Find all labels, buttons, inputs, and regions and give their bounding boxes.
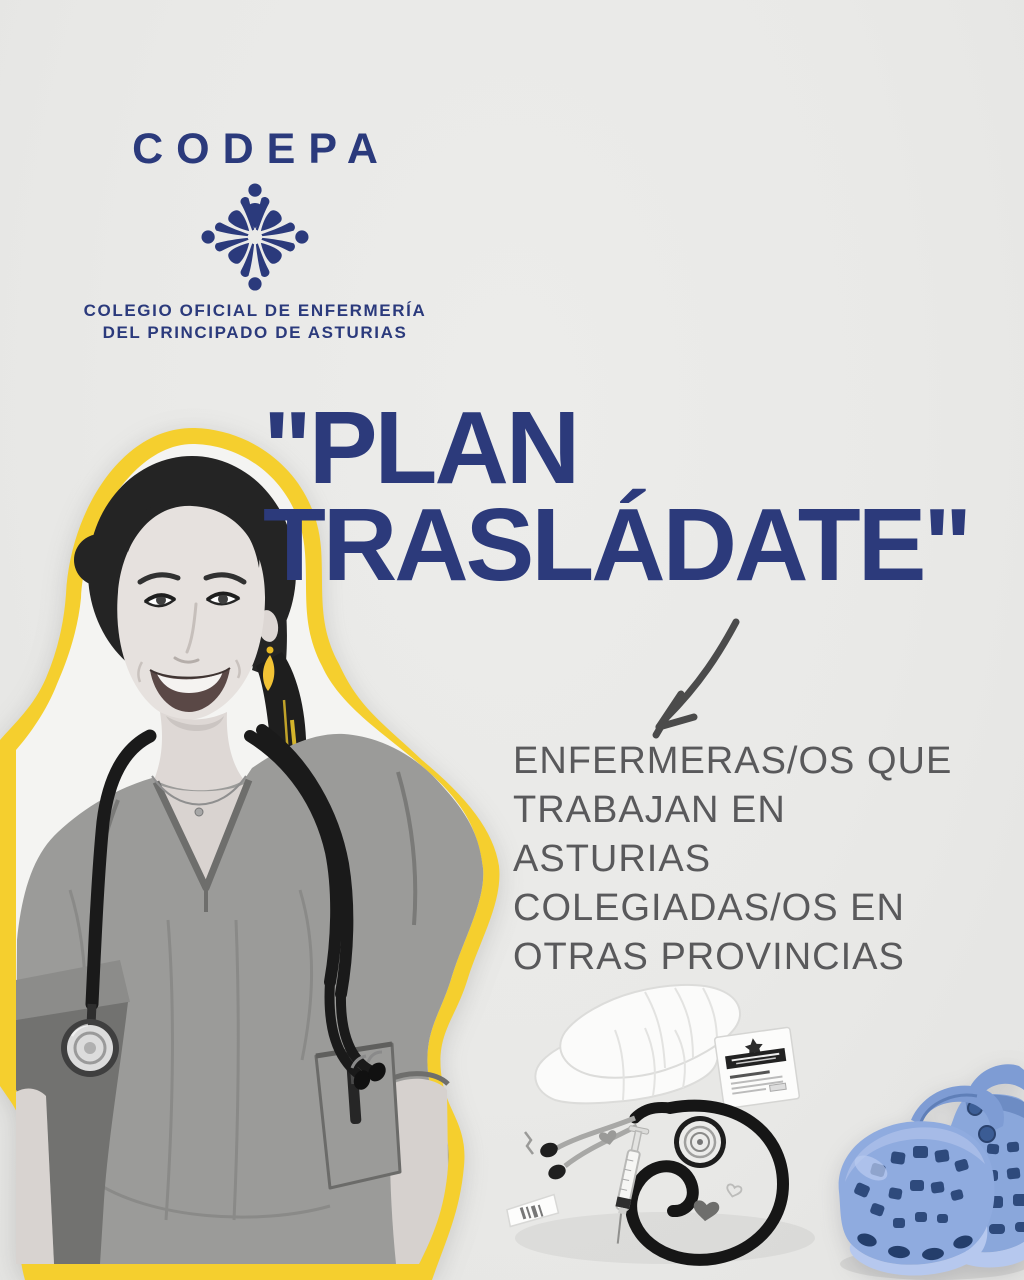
codepa-cross-icon [199, 180, 311, 294]
label-card-graphic [714, 1027, 799, 1109]
heart-icon [725, 1184, 742, 1198]
audience-line: COLEGIADAS/OS EN [513, 887, 905, 929]
audience-line: ASTURIAS [513, 838, 712, 880]
title-line2: TRASLÁDATE" [263, 487, 970, 602]
hand-drawn-arrow-down-left-icon [636, 614, 754, 754]
logo-subtitle-line2: DEL PRINCIPADO DE ASTURIAS [102, 322, 408, 342]
logo-subtitle-line1: COLEGIO OFICIAL DE ENFERMERÍA [83, 301, 427, 320]
poster-title [263, 390, 970, 602]
gloves-stethoscope-photo [495, 980, 825, 1280]
audience-text [513, 737, 952, 982]
title-line1: "PLAN [263, 390, 578, 505]
codepa-logo [45, 126, 465, 343]
audience-line: ENFERMERAS/OS QUE [513, 740, 953, 782]
audience-line: OTRAS PROVINCIAS [513, 936, 905, 978]
audience-line: TRABAJAN EN [513, 789, 786, 831]
codepa-wordmark: CODEPA [132, 125, 391, 173]
crocs-photo [815, 1032, 1024, 1280]
